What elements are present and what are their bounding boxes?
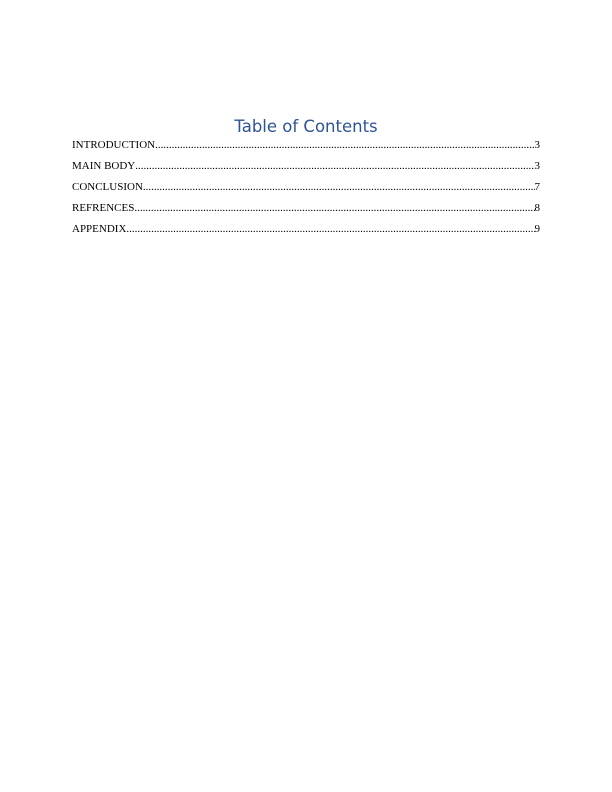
toc-dot-leader [126, 222, 534, 236]
toc-page-number: 3 [534, 139, 540, 151]
toc-entry-appendix[interactable] [72, 222, 540, 243]
toc-page-number: 8 [534, 202, 540, 214]
toc-entry-main-body[interactable] [72, 159, 540, 180]
toc-page-number: 3 [534, 160, 540, 172]
toc-dot-leader [134, 201, 534, 215]
toc-page-number: 9 [534, 223, 540, 235]
toc-entry-conclusion[interactable] [72, 180, 540, 201]
toc-page-number: 7 [534, 181, 540, 193]
toc-dot-leader [135, 159, 534, 173]
toc-list [72, 138, 540, 243]
toc-dot-leader [155, 138, 534, 152]
toc-entry-label: MAIN BODY [72, 160, 136, 172]
toc-entry-label: REFRENCES [72, 202, 135, 214]
toc-entry-references[interactable] [72, 201, 540, 222]
toc-title: Table of Contents [234, 117, 378, 136]
toc-dot-leader [143, 180, 535, 194]
toc-entry-label: CONCLUSION [72, 181, 143, 193]
toc-entry-label: INTRODUCTION [72, 139, 156, 151]
toc-entry-introduction[interactable] [72, 138, 540, 159]
toc-entry-label: APPENDIX [72, 223, 127, 235]
